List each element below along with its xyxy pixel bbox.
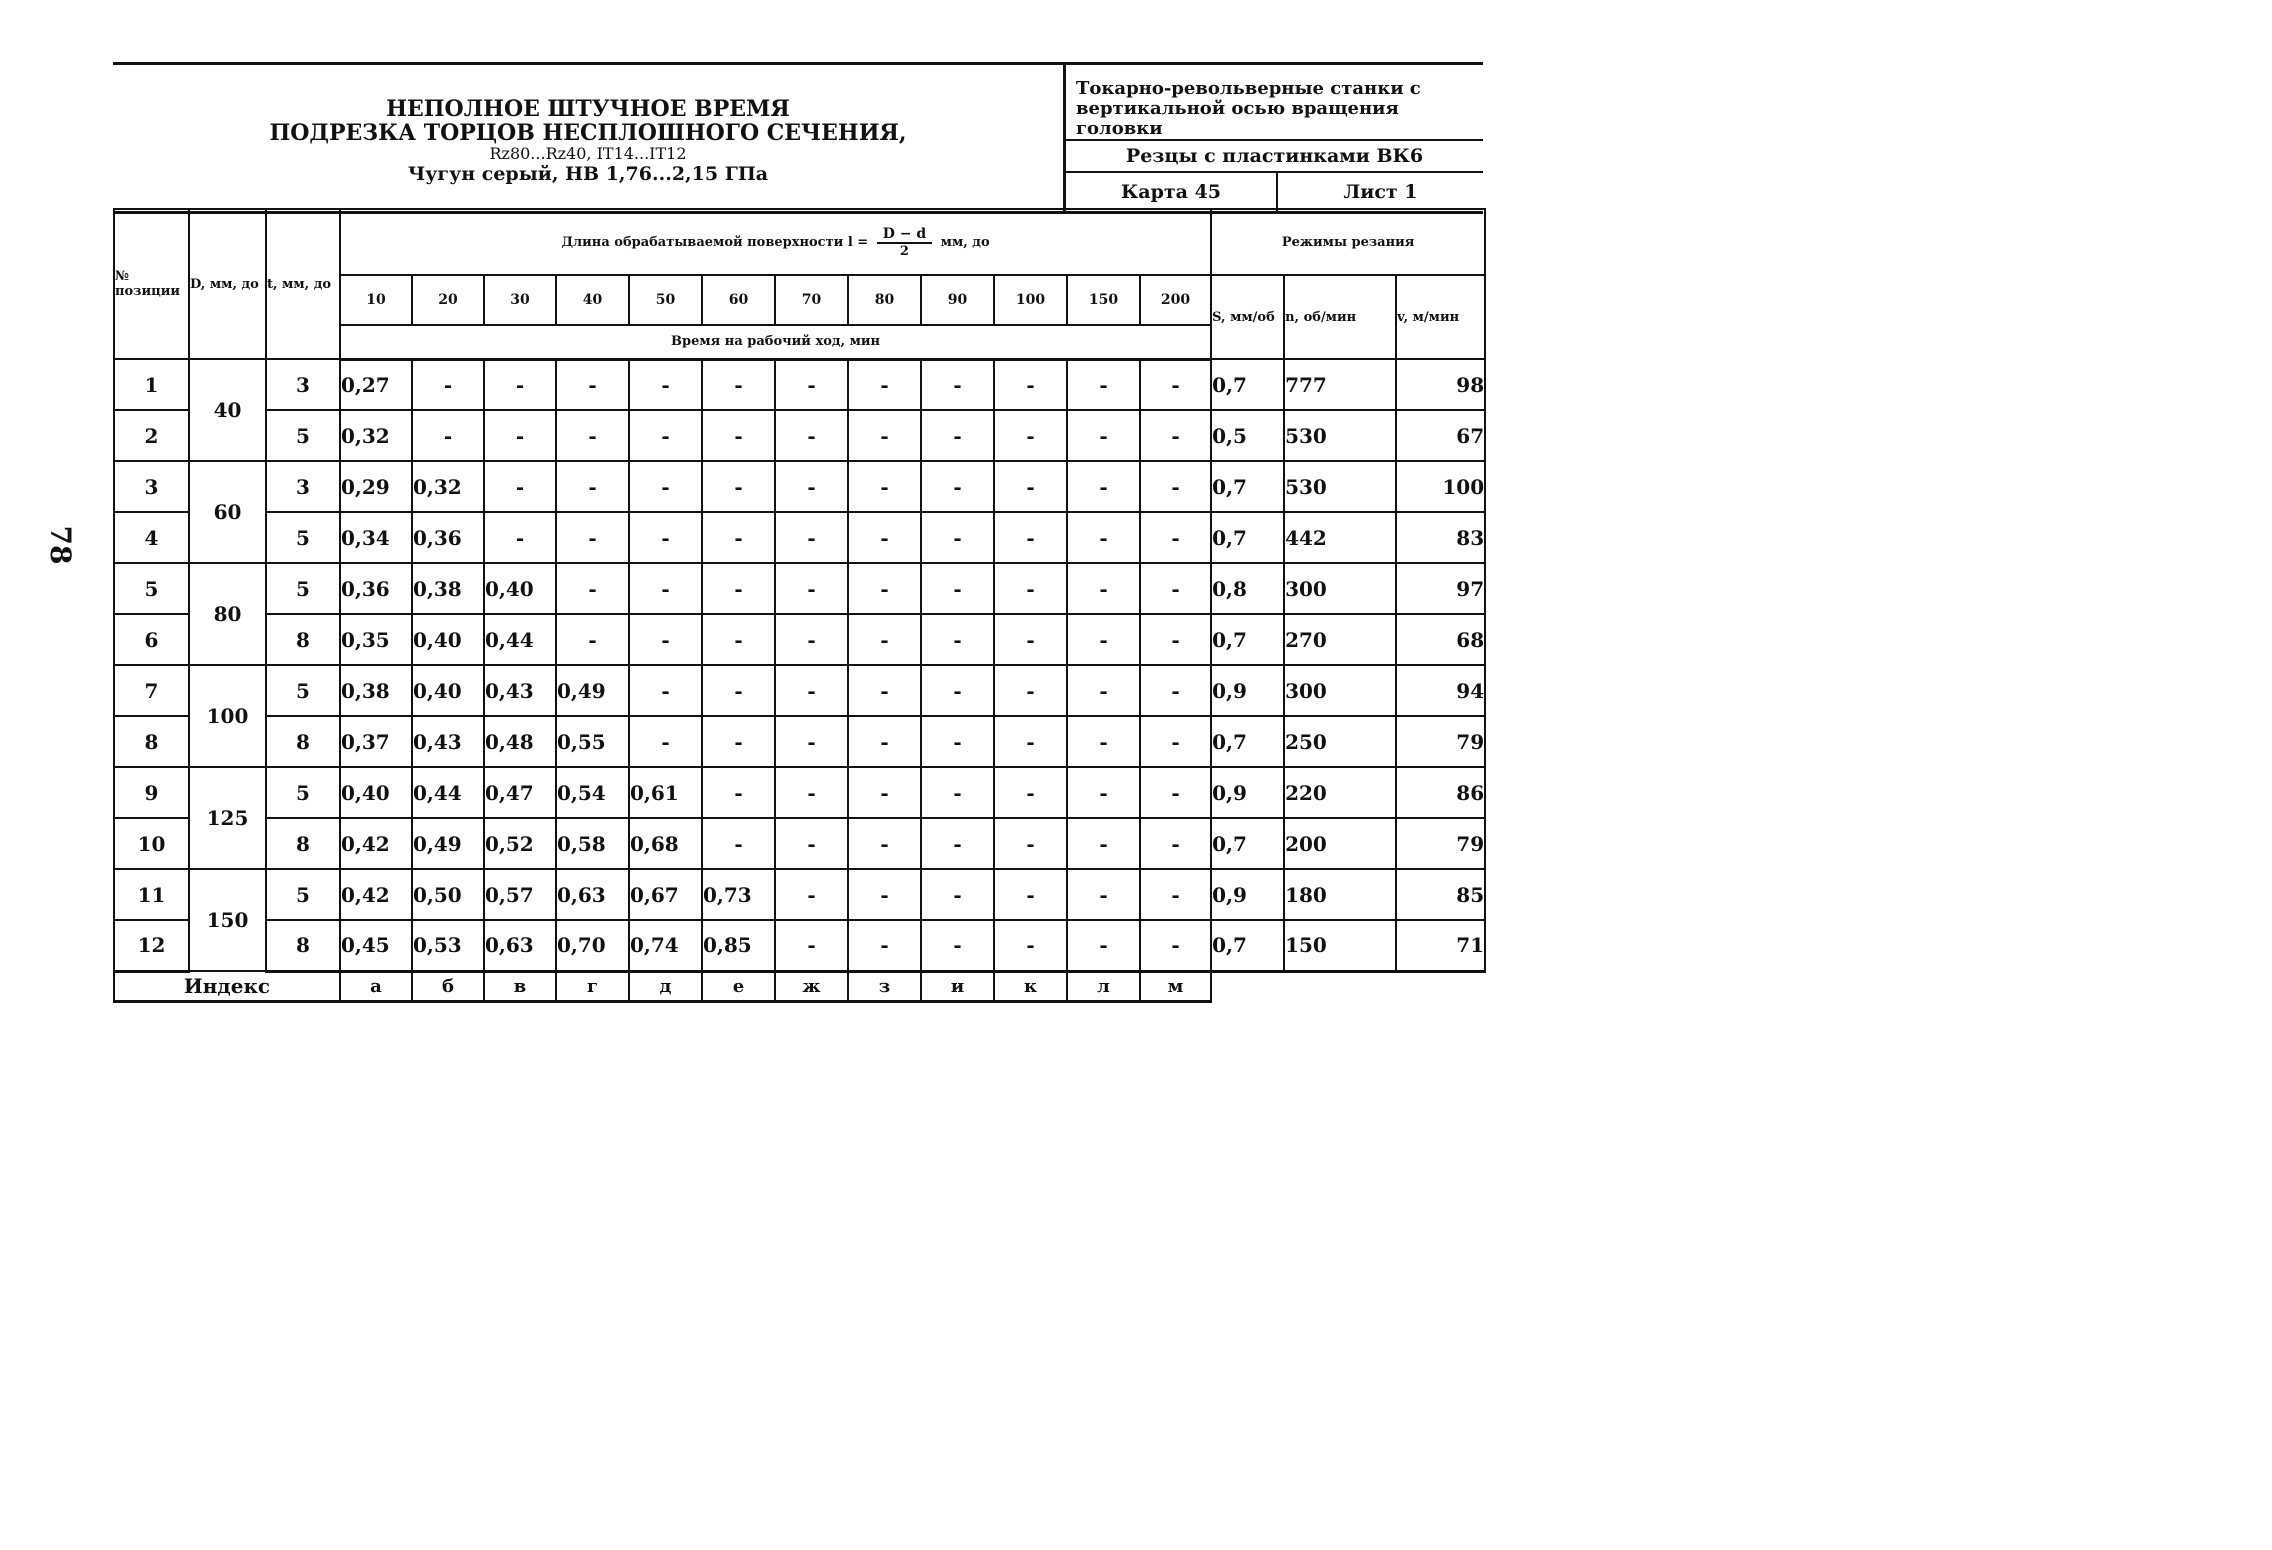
- regimes-header: Режимы резания: [1211, 209, 1485, 275]
- time-empty: -: [994, 716, 1067, 767]
- time-empty: -: [921, 614, 994, 665]
- time-value: 0,74: [629, 920, 702, 971]
- length-20: 20: [412, 275, 484, 325]
- table-row: [114, 869, 1485, 920]
- title-line-3: Rz80...Rz40, IT14...IT12: [489, 144, 687, 163]
- index-label: Индекс: [114, 971, 340, 1001]
- time-empty: -: [994, 665, 1067, 716]
- time-value: 0,34: [340, 512, 412, 563]
- time-value: 0,35: [340, 614, 412, 665]
- feed-value: 0,9: [1211, 665, 1284, 716]
- depth-value: 8: [266, 818, 340, 869]
- length-150: 150: [1067, 275, 1140, 325]
- time-empty: -: [1140, 461, 1211, 512]
- depth-value: 5: [266, 563, 340, 614]
- length-40: 40: [556, 275, 629, 325]
- table-head: [114, 209, 1485, 359]
- time-value: 0,70: [556, 920, 629, 971]
- depth-value: 8: [266, 716, 340, 767]
- feed-value: 0,7: [1211, 716, 1284, 767]
- index-blank: [1211, 971, 1485, 1001]
- time-empty: -: [921, 716, 994, 767]
- time-empty: -: [702, 410, 775, 461]
- time-empty: -: [556, 461, 629, 512]
- position-number: 5: [114, 563, 189, 614]
- time-empty: -: [994, 410, 1067, 461]
- index-letter: м: [1140, 971, 1211, 1001]
- table-row: [114, 716, 1485, 767]
- position-number: 10: [114, 818, 189, 869]
- table-row: [114, 818, 1485, 869]
- time-empty: -: [921, 869, 994, 920]
- title-line-4: Чугун серый, НВ 1,76...2,15 ГПа: [407, 163, 769, 185]
- table-row: [114, 920, 1485, 971]
- rpm-value: 300: [1284, 563, 1396, 614]
- time-value: 0,57: [484, 869, 556, 920]
- length-label-suffix: мм, до: [940, 234, 990, 250]
- time-value: 0,29: [340, 461, 412, 512]
- rpm-value: 220: [1284, 767, 1396, 818]
- time-header: Время на рабочий ход, мин: [340, 325, 1211, 359]
- speed-value: 67: [1396, 410, 1485, 461]
- depth-value: 8: [266, 920, 340, 971]
- time-empty: -: [1067, 512, 1140, 563]
- table-row: [114, 359, 1485, 410]
- length-60: 60: [702, 275, 775, 325]
- feed-value: 0,8: [1211, 563, 1284, 614]
- feed-value: 0,7: [1211, 512, 1284, 563]
- index-letter: ж: [775, 971, 848, 1001]
- length-label-prefix: Длина обрабатываемой поверхности l =: [561, 234, 869, 250]
- diameter-value: 100: [189, 665, 266, 767]
- time-empty: -: [848, 614, 921, 665]
- time-value: 0,38: [340, 665, 412, 716]
- time-empty: -: [484, 410, 556, 461]
- speed-value: 97: [1396, 563, 1485, 614]
- table-row: [114, 614, 1485, 665]
- time-empty: -: [1140, 359, 1211, 410]
- time-empty: -: [775, 614, 848, 665]
- time-empty: -: [1067, 818, 1140, 869]
- time-value: 0,67: [629, 869, 702, 920]
- time-empty: -: [1140, 869, 1211, 920]
- diameter-value: 60: [189, 461, 266, 563]
- time-empty: -: [629, 461, 702, 512]
- time-empty: -: [556, 410, 629, 461]
- depth-value: 5: [266, 512, 340, 563]
- time-empty: -: [1067, 665, 1140, 716]
- page-title: [113, 97, 1063, 185]
- table-body: [114, 359, 1485, 971]
- col-header-position: № позиции: [114, 209, 189, 359]
- time-value: 0,32: [412, 461, 484, 512]
- time-empty: -: [921, 767, 994, 818]
- diameter-value: 40: [189, 359, 266, 461]
- time-empty: -: [702, 818, 775, 869]
- time-empty: -: [994, 461, 1067, 512]
- time-empty: -: [629, 410, 702, 461]
- time-empty: -: [1140, 410, 1211, 461]
- col-header-n: n, об/мин: [1284, 275, 1396, 359]
- time-empty: -: [921, 665, 994, 716]
- time-value: 0,63: [556, 869, 629, 920]
- time-empty: -: [1140, 716, 1211, 767]
- time-empty: -: [848, 665, 921, 716]
- table-row: [114, 461, 1485, 512]
- time-empty: -: [702, 767, 775, 818]
- diameter-value: 80: [189, 563, 266, 665]
- title-panel: [113, 65, 1066, 211]
- time-empty: -: [775, 461, 848, 512]
- info-panel: [1066, 65, 1483, 211]
- time-empty: -: [702, 665, 775, 716]
- time-empty: -: [1140, 920, 1211, 971]
- feed-value: 0,7: [1211, 461, 1284, 512]
- index-letter: в: [484, 971, 556, 1001]
- diameter-value: 150: [189, 869, 266, 971]
- time-empty: -: [412, 359, 484, 410]
- speed-value: 79: [1396, 716, 1485, 767]
- speed-value: 85: [1396, 869, 1485, 920]
- depth-value: 5: [266, 869, 340, 920]
- time-empty: -: [1067, 614, 1140, 665]
- time-empty: -: [484, 359, 556, 410]
- col-header-s: S, мм/об: [1211, 275, 1284, 359]
- time-empty: -: [556, 563, 629, 614]
- card-number: Карта 45: [1066, 173, 1278, 211]
- index-letter: е: [702, 971, 775, 1001]
- time-empty: -: [702, 614, 775, 665]
- time-empty: -: [702, 461, 775, 512]
- length-30: 30: [484, 275, 556, 325]
- time-empty: -: [1067, 410, 1140, 461]
- time-empty: -: [848, 869, 921, 920]
- feed-value: 0,9: [1211, 869, 1284, 920]
- time-empty: -: [848, 818, 921, 869]
- time-empty: -: [1067, 920, 1140, 971]
- time-empty: -: [848, 410, 921, 461]
- time-empty: -: [629, 512, 702, 563]
- time-value: 0,38: [412, 563, 484, 614]
- depth-value: 3: [266, 359, 340, 410]
- time-empty: -: [921, 410, 994, 461]
- time-empty: -: [848, 563, 921, 614]
- time-value: 0,40: [412, 665, 484, 716]
- length-formula: [877, 226, 932, 259]
- document-header: [113, 62, 1483, 214]
- index-letter: д: [629, 971, 702, 1001]
- speed-value: 94: [1396, 665, 1485, 716]
- time-empty: -: [994, 512, 1067, 563]
- length-200: 200: [1140, 275, 1211, 325]
- speed-value: 86: [1396, 767, 1485, 818]
- time-empty: -: [629, 614, 702, 665]
- formula-denominator: 2: [899, 243, 909, 259]
- time-value: 0,49: [556, 665, 629, 716]
- length-header: [340, 209, 1211, 275]
- speed-value: 83: [1396, 512, 1485, 563]
- time-value: 0,52: [484, 818, 556, 869]
- time-empty: -: [848, 716, 921, 767]
- feed-value: 0,7: [1211, 359, 1284, 410]
- time-empty: -: [484, 512, 556, 563]
- time-empty: -: [1067, 869, 1140, 920]
- depth-value: 3: [266, 461, 340, 512]
- table-row: [114, 410, 1485, 461]
- time-empty: -: [994, 869, 1067, 920]
- time-empty: -: [775, 665, 848, 716]
- rpm-value: 442: [1284, 512, 1396, 563]
- depth-value: 5: [266, 410, 340, 461]
- position-number: 11: [114, 869, 189, 920]
- length-90: 90: [921, 275, 994, 325]
- rpm-value: 530: [1284, 461, 1396, 512]
- time-value: 0,54: [556, 767, 629, 818]
- depth-value: 5: [266, 665, 340, 716]
- position-number: 1: [114, 359, 189, 410]
- page-number: 78: [44, 525, 77, 565]
- rpm-value: 250: [1284, 716, 1396, 767]
- time-value: 0,40: [340, 767, 412, 818]
- position-number: 3: [114, 461, 189, 512]
- time-empty: -: [775, 359, 848, 410]
- time-empty: -: [629, 665, 702, 716]
- time-empty: -: [775, 869, 848, 920]
- length-70: 70: [775, 275, 848, 325]
- time-empty: -: [484, 461, 556, 512]
- time-empty: -: [1140, 563, 1211, 614]
- time-empty: -: [629, 563, 702, 614]
- time-empty: -: [412, 410, 484, 461]
- time-empty: -: [1067, 563, 1140, 614]
- time-empty: -: [921, 359, 994, 410]
- time-empty: -: [775, 716, 848, 767]
- time-value: 0,40: [484, 563, 556, 614]
- time-empty: -: [994, 920, 1067, 971]
- time-value: 0,85: [702, 920, 775, 971]
- index-letter: л: [1067, 971, 1140, 1001]
- speed-value: 98: [1396, 359, 1485, 410]
- time-value: 0,49: [412, 818, 484, 869]
- sheet-number: Лист 1: [1343, 181, 1418, 203]
- time-value: 0,27: [340, 359, 412, 410]
- time-value: 0,42: [340, 869, 412, 920]
- rpm-value: 180: [1284, 869, 1396, 920]
- time-empty: -: [994, 563, 1067, 614]
- time-empty: -: [1140, 614, 1211, 665]
- time-value: 0,44: [484, 614, 556, 665]
- time-value: 0,42: [340, 818, 412, 869]
- rpm-value: 150: [1284, 920, 1396, 971]
- position-number: 12: [114, 920, 189, 971]
- table-row: [114, 512, 1485, 563]
- rpm-value: 200: [1284, 818, 1396, 869]
- feed-value: 0,7: [1211, 818, 1284, 869]
- title-line-2: ПОДРЕЗКА ТОРЦОВ НЕСПЛОШНОГО СЕЧЕНИЯ,: [269, 120, 907, 146]
- depth-value: 5: [266, 767, 340, 818]
- speed-value: 79: [1396, 818, 1485, 869]
- index-letter: з: [848, 971, 921, 1001]
- time-empty: -: [848, 512, 921, 563]
- time-empty: -: [1067, 767, 1140, 818]
- time-empty: -: [921, 563, 994, 614]
- diameter-value: 125: [189, 767, 266, 869]
- time-value: 0,36: [340, 563, 412, 614]
- index-row: [114, 971, 1485, 1001]
- time-value: 0,61: [629, 767, 702, 818]
- time-empty: -: [556, 512, 629, 563]
- col-header-d: D, мм, до: [189, 209, 266, 359]
- rpm-value: 270: [1284, 614, 1396, 665]
- time-empty: -: [848, 461, 921, 512]
- time-empty: -: [702, 716, 775, 767]
- machine-type: Токарно-револьверные станки с вертикальной осью вращения головки: [1076, 78, 1421, 139]
- table-row: [114, 563, 1485, 614]
- time-empty: -: [1067, 359, 1140, 410]
- time-empty: -: [775, 512, 848, 563]
- time-empty: -: [1067, 716, 1140, 767]
- time-value: 0,32: [340, 410, 412, 461]
- length-10: 10: [340, 275, 412, 325]
- time-empty: -: [994, 614, 1067, 665]
- time-empty: -: [775, 818, 848, 869]
- title-line-1: НЕПОЛНОЕ ШТУЧНОЕ ВРЕМЯ: [386, 96, 790, 122]
- time-value: 0,53: [412, 920, 484, 971]
- speed-value: 68: [1396, 614, 1485, 665]
- time-value: 0,58: [556, 818, 629, 869]
- feed-value: 0,7: [1211, 920, 1284, 971]
- length-50: 50: [629, 275, 702, 325]
- rpm-value: 530: [1284, 410, 1396, 461]
- time-value: 0,55: [556, 716, 629, 767]
- time-value: 0,50: [412, 869, 484, 920]
- position-number: 8: [114, 716, 189, 767]
- index-letter: к: [994, 971, 1067, 1001]
- feed-value: 0,9: [1211, 767, 1284, 818]
- time-empty: -: [1140, 818, 1211, 869]
- time-empty: -: [1067, 461, 1140, 512]
- feed-value: 0,7: [1211, 614, 1284, 665]
- position-number: 7: [114, 665, 189, 716]
- time-value: 0,45: [340, 920, 412, 971]
- time-empty: -: [702, 563, 775, 614]
- time-value: 0,44: [412, 767, 484, 818]
- time-empty: -: [775, 920, 848, 971]
- tool-type: Резцы с пластинками ВК6: [1066, 139, 1483, 173]
- formula-numerator: D − d: [877, 226, 932, 244]
- position-number: 4: [114, 512, 189, 563]
- table-row: [114, 665, 1485, 716]
- cutting-time-table: [113, 208, 1486, 1003]
- time-empty: -: [1140, 665, 1211, 716]
- rpm-value: 300: [1284, 665, 1396, 716]
- position-number: 2: [114, 410, 189, 461]
- time-value: 0,37: [340, 716, 412, 767]
- col-header-v: v, м/мин: [1396, 275, 1485, 359]
- time-empty: -: [921, 512, 994, 563]
- index-letter: а: [340, 971, 412, 1001]
- time-empty: -: [775, 767, 848, 818]
- time-empty: -: [848, 359, 921, 410]
- speed-value: 100: [1396, 461, 1485, 512]
- time-empty: -: [775, 410, 848, 461]
- time-empty: -: [921, 461, 994, 512]
- time-empty: -: [848, 767, 921, 818]
- index-letter: г: [556, 971, 629, 1001]
- time-empty: -: [629, 716, 702, 767]
- time-empty: -: [994, 767, 1067, 818]
- time-empty: -: [921, 818, 994, 869]
- feed-value: 0,5: [1211, 410, 1284, 461]
- time-value: 0,48: [484, 716, 556, 767]
- time-empty: -: [921, 920, 994, 971]
- time-empty: -: [1140, 512, 1211, 563]
- time-empty: -: [556, 614, 629, 665]
- time-empty: -: [775, 563, 848, 614]
- index-letter: и: [921, 971, 994, 1001]
- depth-value: 8: [266, 614, 340, 665]
- position-number: 6: [114, 614, 189, 665]
- rpm-value: 777: [1284, 359, 1396, 410]
- time-value: 0,73: [702, 869, 775, 920]
- time-value: 0,68: [629, 818, 702, 869]
- length-100: 100: [994, 275, 1067, 325]
- time-value: 0,43: [412, 716, 484, 767]
- time-value: 0,47: [484, 767, 556, 818]
- time-empty: -: [556, 359, 629, 410]
- time-value: 0,36: [412, 512, 484, 563]
- time-empty: -: [629, 359, 702, 410]
- time-empty: -: [702, 512, 775, 563]
- time-empty: -: [994, 359, 1067, 410]
- time-empty: -: [1140, 767, 1211, 818]
- length-80: 80: [848, 275, 921, 325]
- time-empty: -: [702, 359, 775, 410]
- time-value: 0,43: [484, 665, 556, 716]
- table-row: [114, 767, 1485, 818]
- col-header-t: t, мм, до: [266, 209, 340, 359]
- time-empty: -: [848, 920, 921, 971]
- time-empty: -: [994, 818, 1067, 869]
- speed-value: 71: [1396, 920, 1485, 971]
- time-value: 0,40: [412, 614, 484, 665]
- position-number: 9: [114, 767, 189, 818]
- index-letter: б: [412, 971, 484, 1001]
- time-value: 0,63: [484, 920, 556, 971]
